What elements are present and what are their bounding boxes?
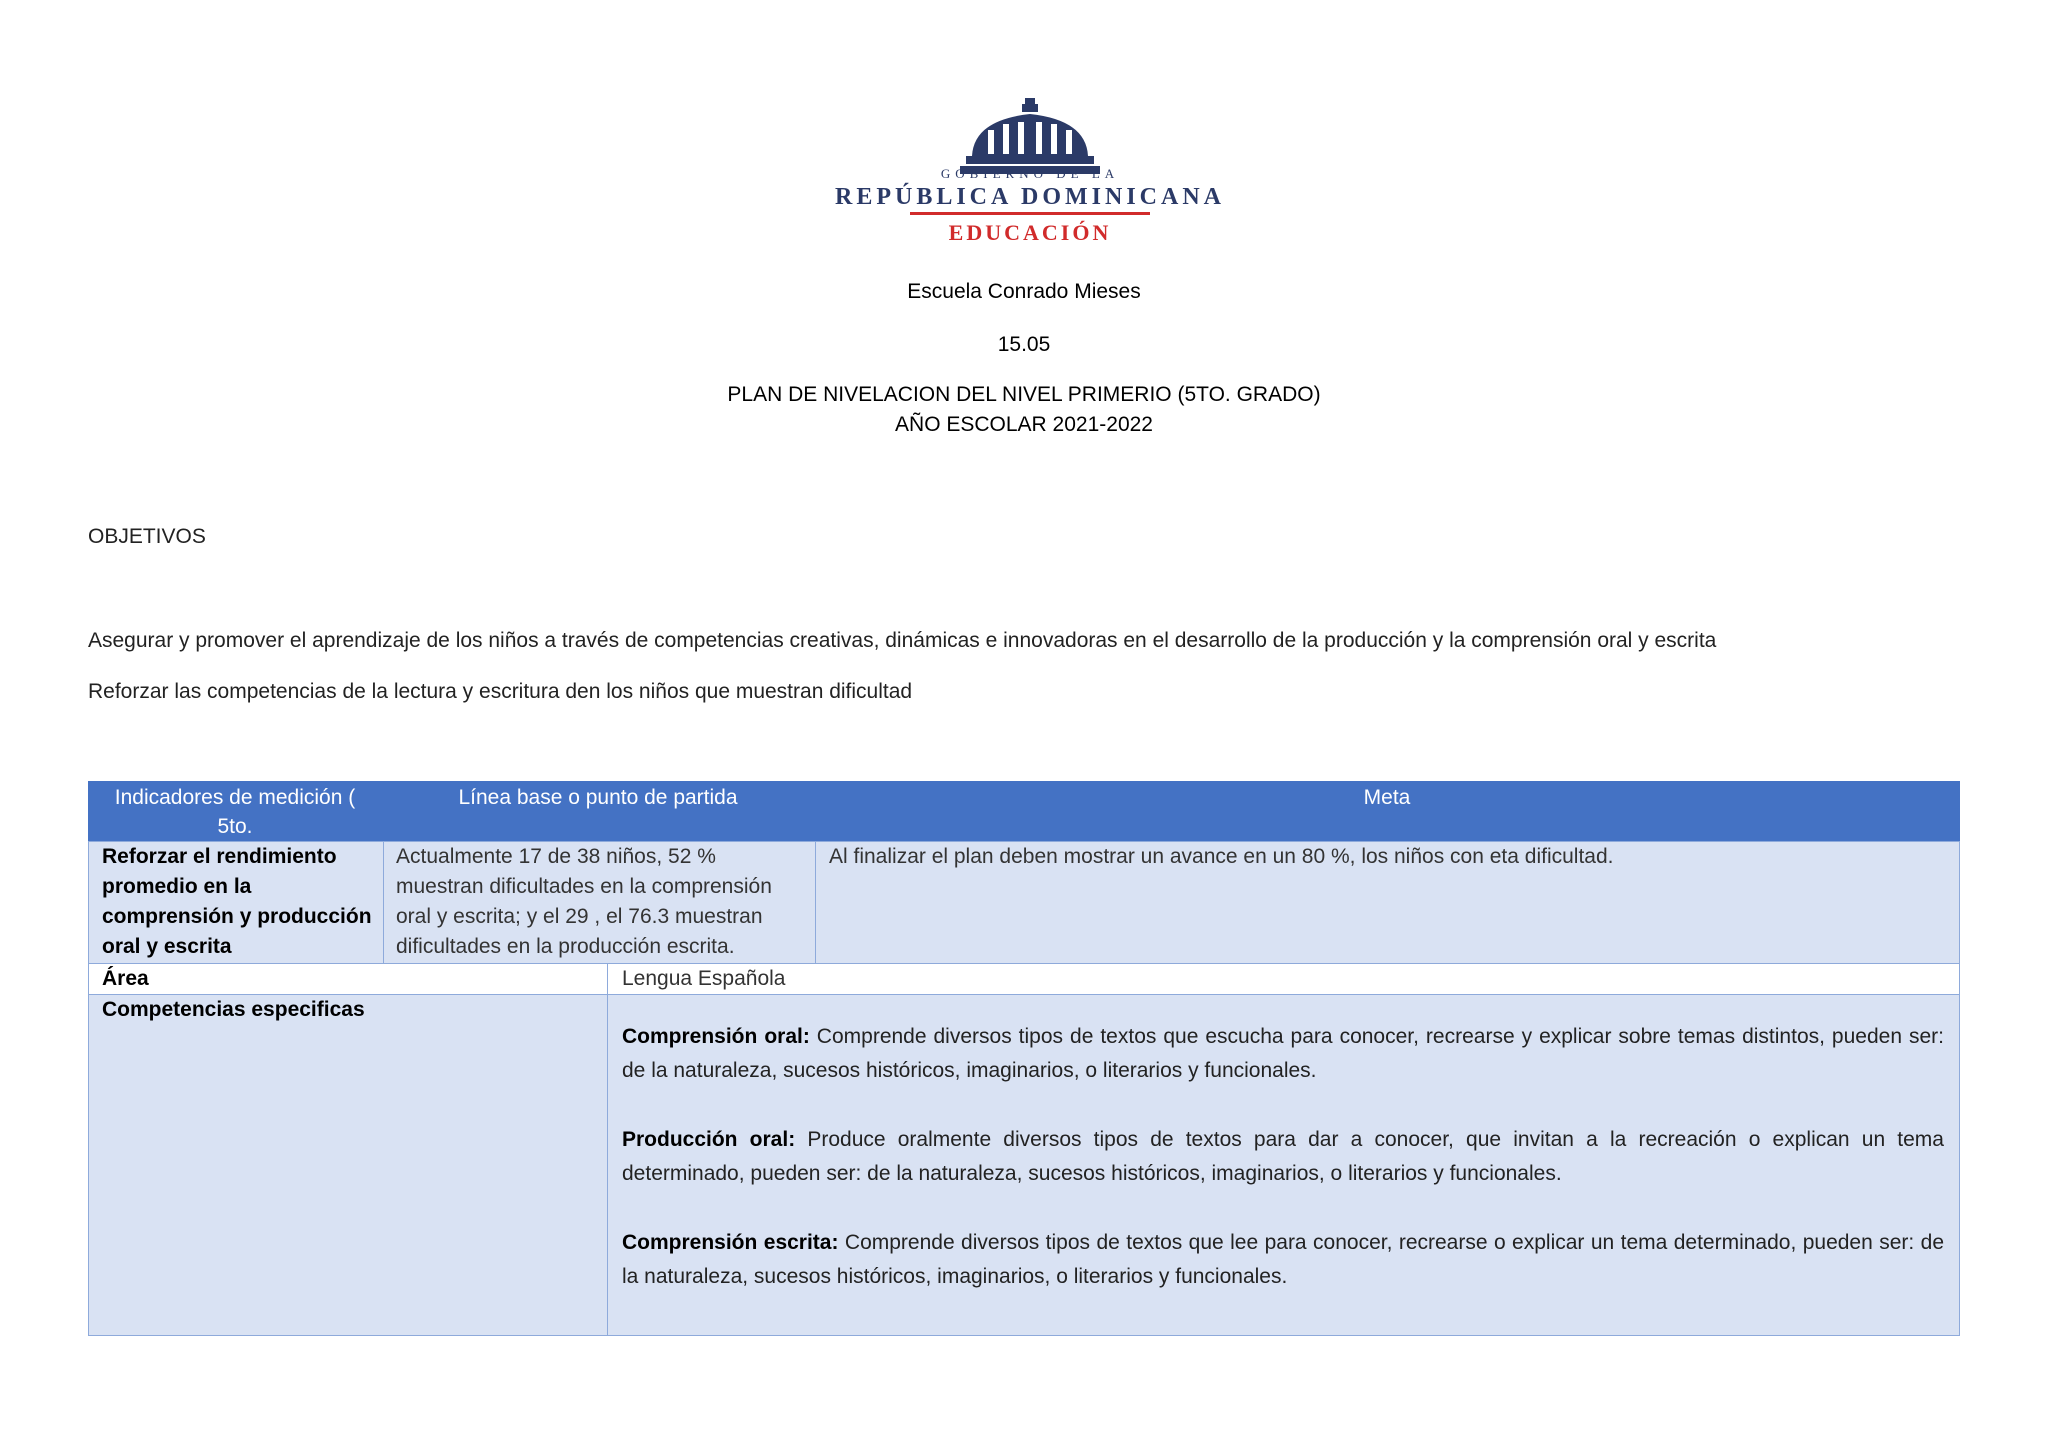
objective-item: Reforzar las competencias de la lectura y escritura den los niños que muestran dificultad <box>88 680 913 703</box>
competency-text: Comprende diversos tipos de textos que escucha para conocer, recrearse y explicar sobre temas distintos, pueden ser: de la naturaleza, sucesos históricos, imaginarios, o literarios y funcionales. <box>622 1025 1944 1082</box>
header-baseline: Línea base o punto de partida <box>458 786 738 809</box>
competency-title: Comprensión escrita: <box>622 1231 839 1254</box>
baseline-cell <box>396 842 811 962</box>
svg-text:GOBIERNO DE LA: GOBIERNO DE LA <box>940 166 1120 181</box>
baseline-line: Actualmente 17 de 38 niños, 52 % <box>396 845 716 868</box>
table-row <box>88 994 1960 1336</box>
school-code: 15.05 <box>997 333 1051 356</box>
table-header-row <box>88 781 1960 841</box>
indicator-cell <box>102 842 377 962</box>
competency-title: Producción oral: <box>622 1128 796 1151</box>
competency-text: Produce oralmente diversos tipos de textos para dar a conocer, que invitan a la recreación o explican un tema determinado, pueden ser: de la naturaleza, sucesos históricos, imaginarios, o literarios y funcionales. <box>622 1128 1944 1185</box>
area-label: Área <box>102 967 149 990</box>
school-year: AÑO ESCOLAR 2021-2022 <box>895 413 1153 436</box>
column-divider <box>607 995 608 1335</box>
svg-text:EDUCACIÓN: EDUCACIÓN <box>948 220 1112 245</box>
header-indicators-line2: 5to. <box>217 815 253 838</box>
indicator-line: Reforzar el rendimiento <box>102 845 337 868</box>
baseline-line: muestran dificultades en la comprensión <box>396 875 772 898</box>
competency-paragraph <box>622 1020 1944 1088</box>
government-logo <box>760 96 1300 246</box>
baseline-line: dificultades en la producción escrita. <box>396 935 735 958</box>
competency-paragraph <box>622 1123 1944 1191</box>
objective-item: Asegurar y promover el aprendizaje de los niños a través de competencias creativas, dinámicas e innovadoras en el desarrollo de la producción y la comprensión oral y escrita <box>88 629 1717 652</box>
baseline-line: oral y escrita; y el 29 , el 76.3 muestran <box>396 905 763 928</box>
column-divider <box>607 964 608 994</box>
table-row <box>88 963 1960 995</box>
dome-emblem-icon <box>760 96 1300 246</box>
objectives-heading: OBJETIVOS <box>88 525 206 548</box>
area-value: Lengua Española <box>622 967 786 990</box>
competency-title: Comprensión oral: <box>622 1025 810 1048</box>
header-goal: Meta <box>1363 786 1411 809</box>
column-divider <box>383 842 384 963</box>
indicator-line: oral y escrita <box>102 935 232 958</box>
competency-text: Comprende diversos tipos de textos que lee para conocer, recrearse o explicar un tema determinado, pueden ser: de la naturaleza, sucesos históricos, imaginarios, o literarios y funcionales. <box>622 1231 1945 1288</box>
goal-cell: Al finalizar el plan deben mostrar un avance en un 80 %, los niños con eta dificultad. <box>829 845 1614 868</box>
competencies-label: Competencias especificas <box>102 998 365 1021</box>
indicator-line: promedio en la <box>102 875 252 898</box>
table-row <box>88 841 1960 964</box>
header-indicators <box>88 783 382 841</box>
svg-text:REPÚBLICA DOMINICANA: REPÚBLICA DOMINICANA <box>834 184 1226 210</box>
plan-title: PLAN DE NIVELACION DEL NIVEL PRIMERIO (5TO. GRADO) <box>727 383 1321 406</box>
competency-paragraph <box>622 1226 1944 1294</box>
school-name: Escuela Conrado Mieses <box>907 280 1141 303</box>
column-divider <box>815 842 816 963</box>
indicator-line: comprensión y producción <box>102 905 372 928</box>
header-indicators-line1: Indicadores de medición ( <box>114 786 356 809</box>
